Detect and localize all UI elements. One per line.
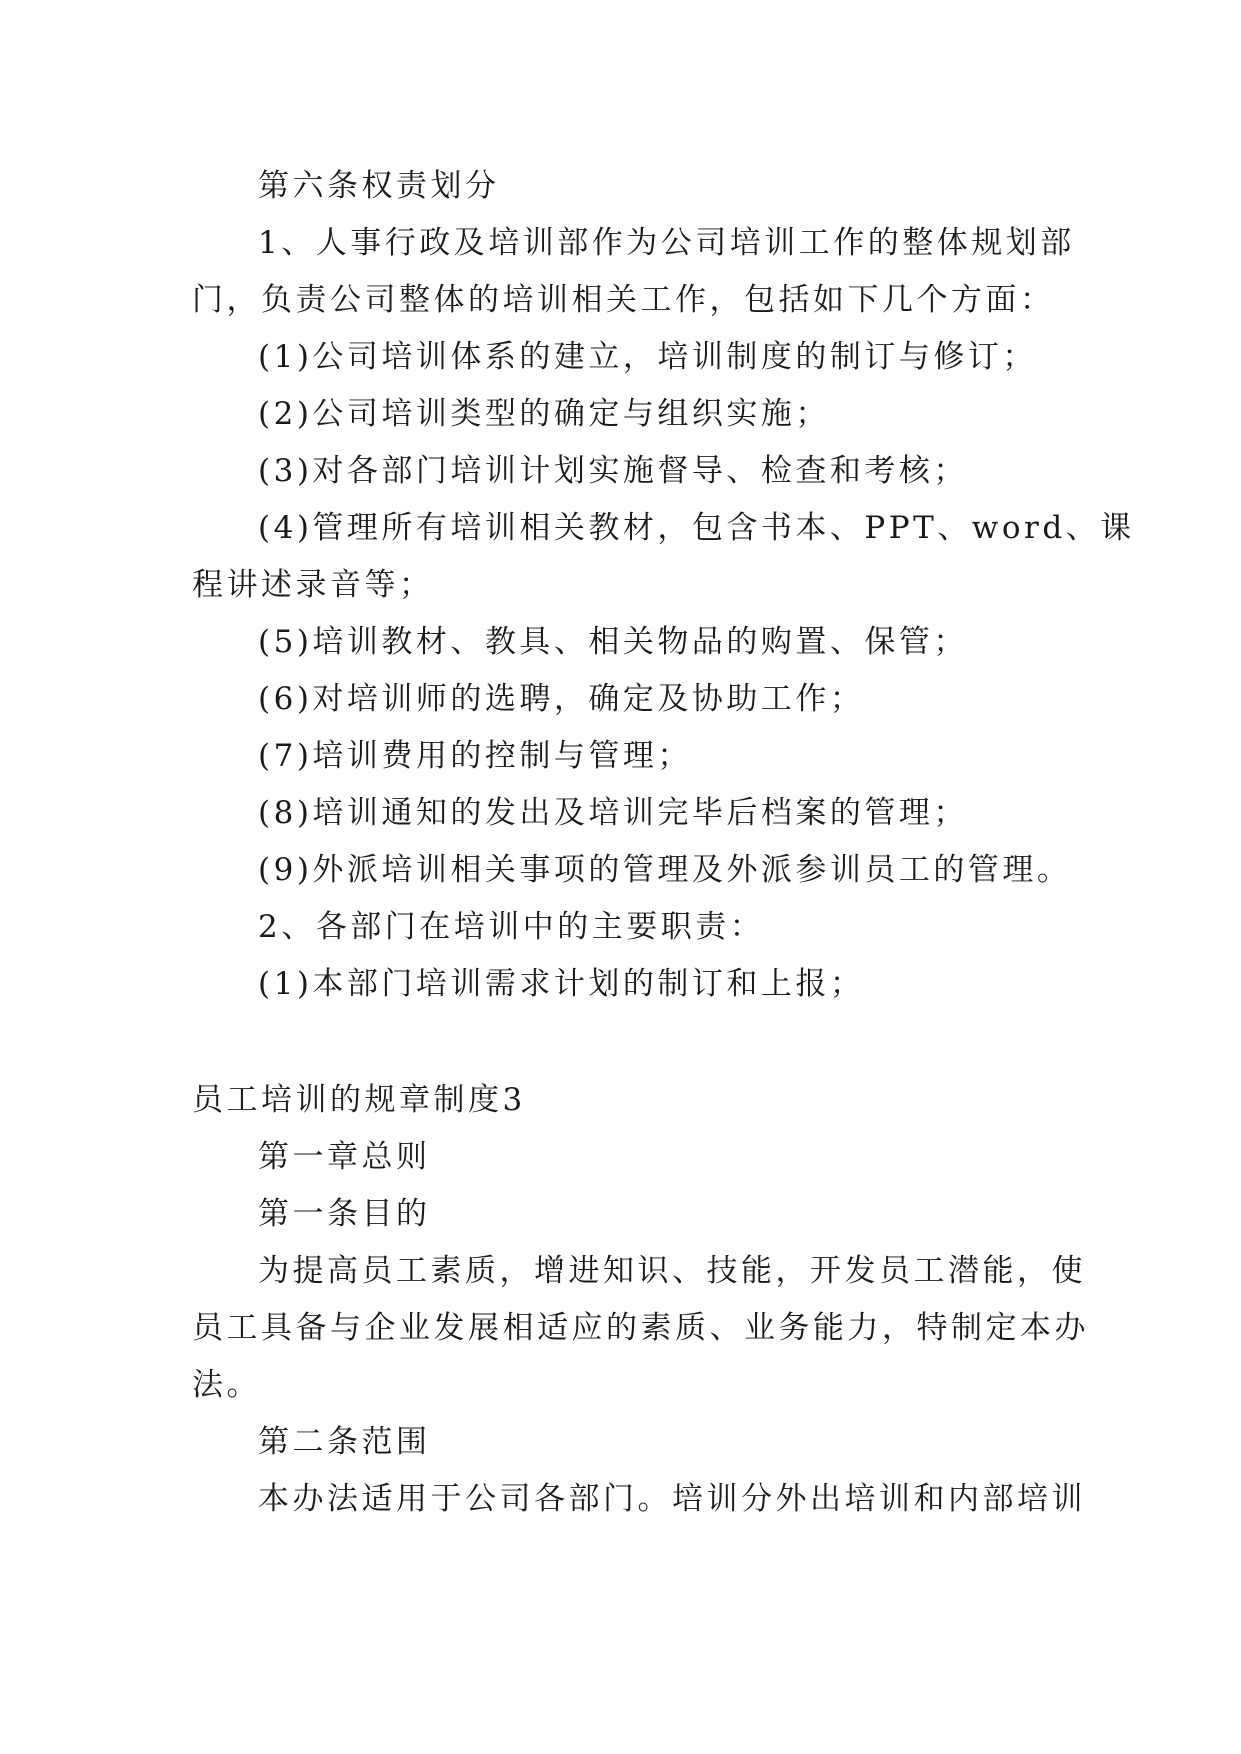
chapter-heading: 第一章总则 [258,1139,431,1175]
paragraph-line: 1、人事行政及培训部作为公司培训工作的整体规划部 [258,225,1075,261]
section-title: 员工培训的规章制度3 [192,1082,526,1118]
list-item: (7)培训费用的控制与管理； [258,738,692,774]
paragraph-line: 为提高员工素质，增进知识、技能，开发员工潜能，使 [258,1253,1086,1289]
list-item: (5)培训教材、教具、相关物品的购置、保管； [258,624,968,660]
paragraph-line: 2、各部门在培训中的主要职责： [258,909,765,945]
list-item: (3)对各部门培训计划实施督导、检查和考核； [258,453,968,489]
list-item: (8)培训通知的发出及培训完毕后档案的管理； [258,795,968,831]
list-item: (6)对培训师的选聘，确定及协助工作； [258,681,865,717]
list-item: (2)公司培训类型的确定与组织实施； [258,396,830,432]
paragraph-line: 本办法适用于公司各部门。培训分外出培训和内部培训 [258,1481,1086,1517]
paragraph-line: 法。 [192,1367,261,1403]
article-heading: 第二条范围 [258,1424,431,1460]
paragraph-line: 员工具备与企业发展相适应的素质、业务能力，特制定本办 [192,1310,1089,1346]
list-item-continuation: 程讲述录音等； [192,567,434,603]
list-item: (4)管理所有培训相关教材，包含书本、PPT、word、课 [258,510,1135,546]
list-item: (1)本部门培训需求计划的制订和上报； [258,966,865,1002]
list-item: (9)外派培训相关事项的管理及外派参训员工的管理。 [258,852,1072,888]
paragraph-line: 门，负责公司整体的培训相关工作，包括如下几个方面： [192,282,1055,318]
list-item: (1)公司培训体系的建立，培训制度的制订与修订； [258,339,1037,375]
article-heading: 第一条目的 [258,1196,431,1232]
article-6-heading: 第六条权责划分 [258,168,500,204]
